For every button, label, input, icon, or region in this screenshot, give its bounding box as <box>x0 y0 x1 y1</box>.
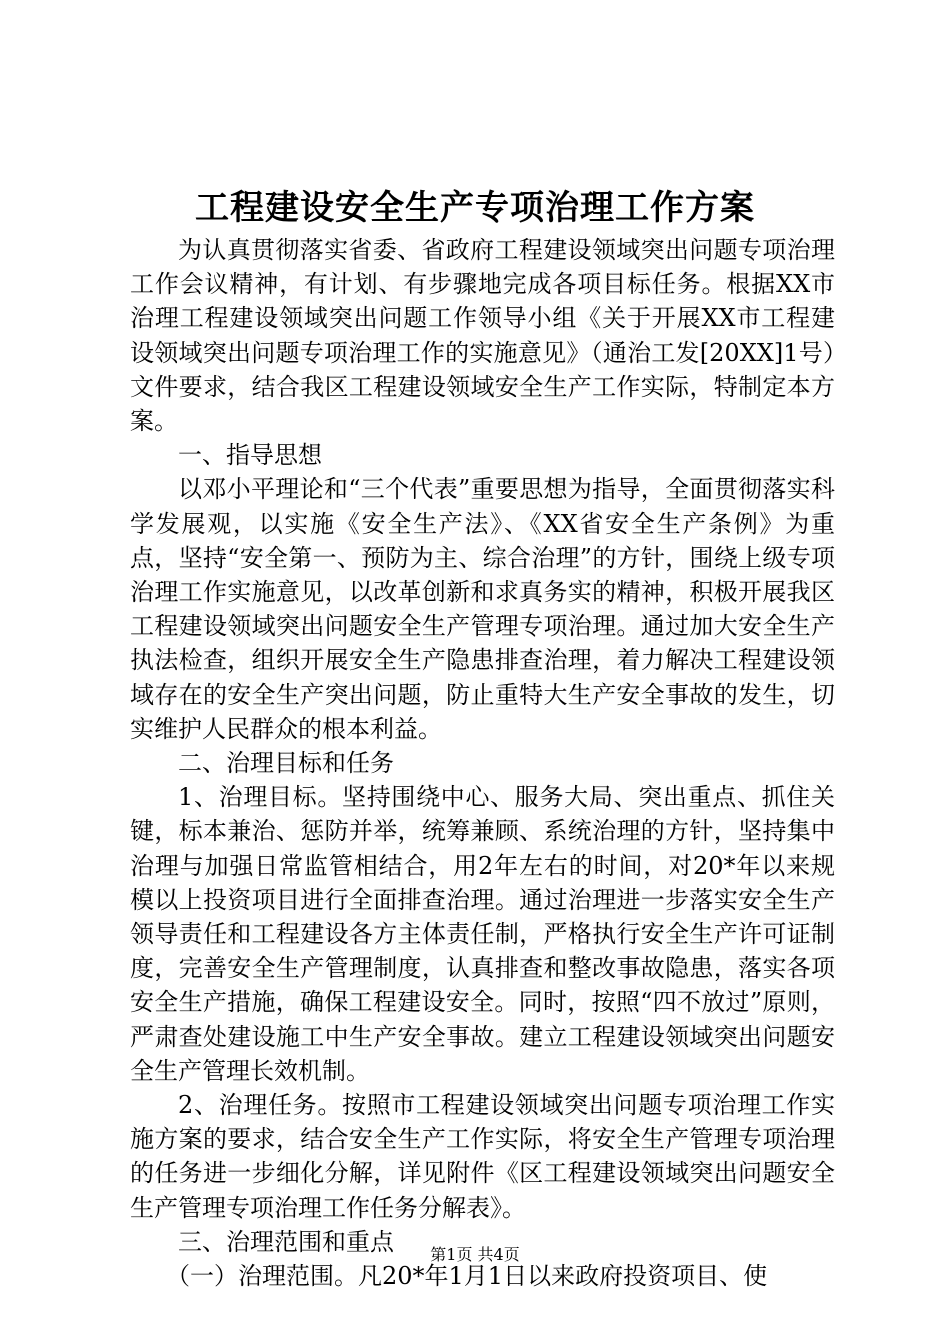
tasks-paragraph: 2、治理任务。按照市工程建设领域突出问题专项治理工作实施方案的要求，结合安全生产工作实际，将安全生产管理专项治理的任务进一步细化分解，详见附件《区工程建设领域突出问题安全生产管理专项治理工作任务分解表》。 <box>130 1091 835 1222</box>
goals-paragraph: 1、治理目标。坚持围绕中心、服务大局、突出重点、抓住关键，标本兼治、惩防并举，统筹兼顾、系统治理的方针，坚持集中治理与加强日常监管相结合，用2年左右的时间，对20*年以来规模以上投资项目进行全面排查治理。通过治理进一步落实安全生产领导责任和工程建设各方主体责任制，严格执行安全生产许可证制度，完善安全生产管理制度，认真排查和整改事故隐患，落实各项安全生产措施，确保工程建设安全。同时，按照“四不放过”原则，严肃查处建设施工中生产安全事故。建立工程建设领域突出问题安全生产管理长效机制。 <box>130 783 835 1085</box>
intro-paragraph: 为认真贯彻落实省委、省政府工程建设领域突出问题专项治理工作会议精神，有计划、有步骤地完成各项目标任务。根据XX市治理工程建设领域突出问题工作领导小组《关于开展XX市工程建设领域突出问题专项治理工作的实施意见》（通治工发[20XX]1号）文件要求，结合我区工程建设领域安全生产工作实际，特制定本方案。 <box>130 236 835 436</box>
section-heading-guiding-ideology: 一、指导思想 <box>178 441 322 470</box>
page-footer: 第1页 共4页 <box>430 1245 520 1264</box>
document-title: 工程建设安全生产专项治理工作方案 <box>195 188 755 228</box>
guiding-ideology-paragraph: 以邓小平理论和“三个代表”重要思想为指导，全面贯彻落实科学发展观，以实施《安全生产法》、《XX省安全生产条例》为重点，坚持“安全第一、预防为主、综合治理”的方针，围绕上级专项治理工作实施意见，以改革创新和求真务实的精神，积极开展我区工程建设领域突出问题安全生产管理专项治理。通过加大安全生产执法检查，组织开展安全生产隐患排查治理，着力解决工程建设领域存在的安全生产突出问题，防止重特大生产安全事故的发生，切实维护人民群众的根本利益。 <box>130 475 835 743</box>
section-heading-scope-and-focus: 三、治理范围和重点 <box>178 1227 394 1256</box>
scope-paragraph: （一）治理范围。凡20*年1月1日以来政府投资项目、使 <box>166 1262 768 1291</box>
document-body <box>130 233 835 1293</box>
section-heading-goals-and-tasks: 二、治理目标和任务 <box>178 749 394 778</box>
